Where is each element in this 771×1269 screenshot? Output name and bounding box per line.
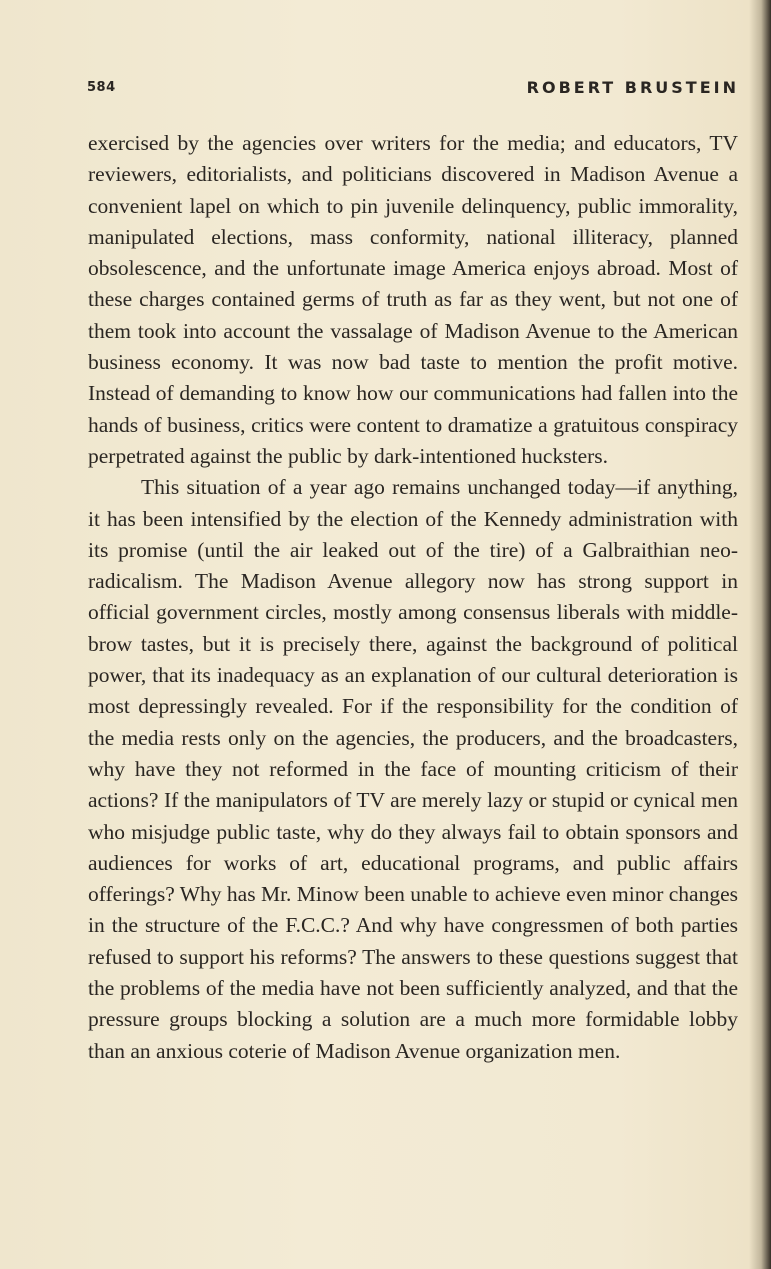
page-number: 584 — [87, 80, 116, 95]
page-header — [87, 78, 739, 102]
paragraph: This situation of a year ago remains unchanged today—if anything, it has been intensified by the election of the Kennedy administration with its promise (until the air leaked out of the tire) of a Galbraithian neo-radicalism. The Madison Avenue allegory now has strong support in official government circles, mostly among consensus liberals with middle-brow tastes, but it is precisely there, against the background of political power, that its inadequacy as an explanation of our cultural deterioration is most depressingly revealed. For if the responsibility for the condition of the media rests only on the agencies, the producers, and the broadcasters, why have they not reformed in the face of mounting criticism of their actions? If the manipulators of TV are merely lazy or stupid or cynical men who misjudge public taste, why do they always fail to obtain sponsors and audiences for works of art, educational programs, and public affairs offerings? Why has Mr. Minow been unable to achieve even minor changes in the structure of the F.C.C.? And why have congressmen of both parties refused to support his reforms? The answers to these questions suggest that the problems of the media have not been sufficiently analyzed, and that the pressure groups blocking a solution are a much more formidable lobby than an anxious coterie of Madison Avenue organization men. — [88, 475, 738, 1063]
book-spine-shadow — [749, 0, 771, 1269]
body-text — [88, 128, 738, 1067]
paragraph-continued: exercised by the agencies over writers for the media; and educators, TV reviewers, editorialists, and politicians discovered in Madison Avenue a convenient lapel on which to pin juvenile delinquency, public immorality, manipulated elections, mass conformity, national illiteracy, planned obsolescence, and the unfortunate image America enjoys abroad. Most of these charges contained germs of truth as far as they went, but not one of them took into account the vassalage of Madison Avenue to the American business economy. It was now bad taste to mention the profit motive. Instead of demanding to know how our communications had fallen into the hands of business, critics were content to dramatize a gratuitous conspiracy perpetrated against the public by dark-intentioned hucksters. — [88, 131, 738, 468]
running-head-author: ROBERT BRUSTEIN — [526, 78, 739, 97]
